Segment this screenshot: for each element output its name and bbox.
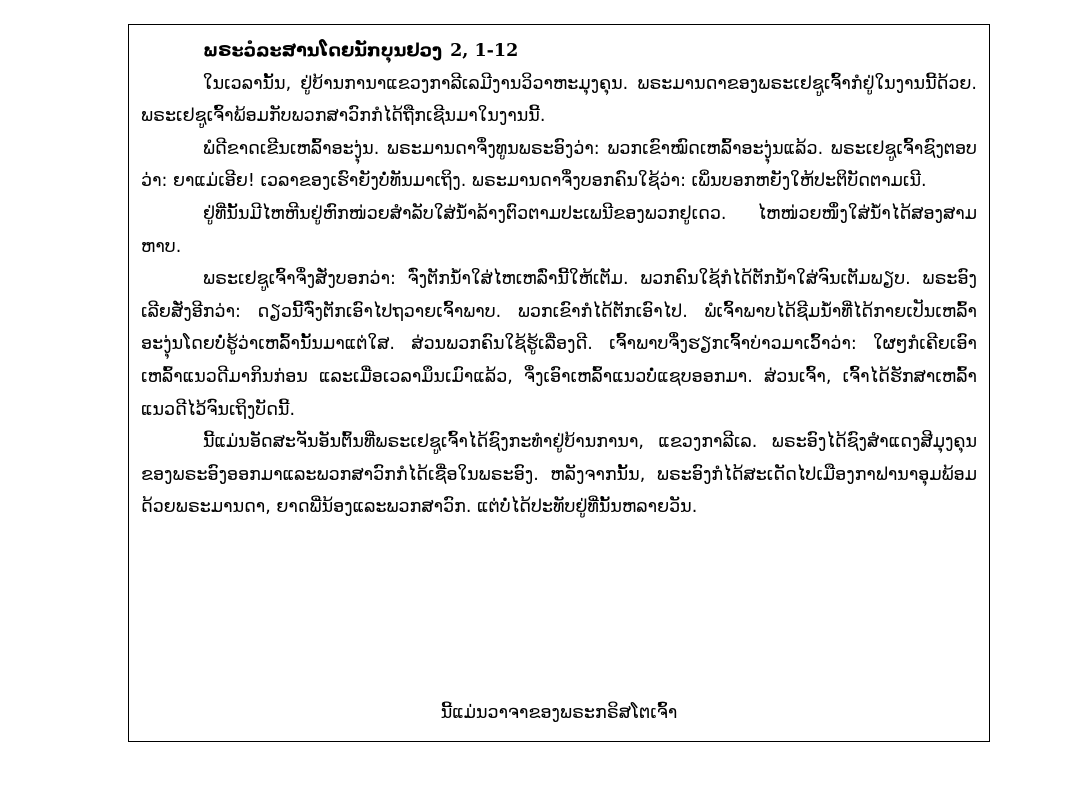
paragraph-4: ພຣະເຢຊູເຈົ້າຈຶ່ງສັ່ງບອກວ່າ: ຈົ່ງຕັກນ້ຳໃສ່ໄຫເຫລົ່ານີ້ໃຫ້ເຕັມ. ພວກຄົນໃຊ້ກໍໄດ້ຕັກນ້ຳໃສ່ຈົນເຕັມພຽບ. ພຣະອົງເລີຍສັ່ງອີກວ່າ: ດຽວນີ້ຈົ່ງຕັກເອົາໄປຖວາຍເຈົ້າພາບ. ພວກເຂົາກໍໄດ້ຕັກເອົາໄປ. ພໍເຈົ້າພາບໄດ້ຊີມນ້ຳທີ່ໄດ້ກາຍເປັນເຫລົ້າອະງຸ່ນໂດຍບໍ່ຮູ້ວ່າເຫລົ້ານັ້ນມາແຕ່ໃສ. ສ່ວນພວກຄົນໃຊ້ຮູ້ເລື່ອງດີ. ເຈົ້າພາບຈຶ່ງຮຽກເຈົ້າບ່າວມາເວົ້າວ່າ: ໃຜໆກໍເຄີຍເອົາເຫລົ້າແນວດີມາກິນກ່ອນ ແລະເມື່ອເວລາມຶນເມົາແລ້ວ, ຈຶ່ງເອົາເຫລົ້າແນວບໍ່ແຊບອອກມາ. ສ່ວນເຈົ້າ, ເຈົ້າໄດ້ຮັກສາເຫລົ້າແນວດີໄວ້ຈົນເຖິງບັດນີ້. xyxy=(141,269,977,420)
scripture-reference: 2, 1-12 xyxy=(450,41,519,61)
title-text: ພຣະວໍລະສານໂດຍນັກບຸນຢວງ xyxy=(203,41,443,61)
paragraph-2: ພໍດີຂາດເຂີນເຫລົ້າອະງຸ່ນ. ພຣະມານດາຈຶ່ງທູນພຣະອົງວ່າ: ພວກເຂົາໝົດເຫລົ້າອະງຸ່ນແລ້ວ. ພຣະເຢຊູເຈົ້າຊົງຕອບວ່າ: ຍາແມ່ເອີຍ! ເວລາຂອງເຮົາຍັງບໍ່ທັນມາເຖິງ. ພຣະມານດາຈຶ່ງບອກຄົນໃຊ້ວ່າ: ເພິ່ນບອກຫຍັງໃຫ້ປະຕິບັດຕາມເນີ. xyxy=(141,138,977,192)
paragraph-3: ຢູ່ທີ່ນັ້ນມີໄຫຫີນຢູ່ຫົກໜ່ວຍສຳລັບໃສ່ນ້ຳລ້າງຕົວຕາມປະເພນີຂອງພວກຢູເດວ. ໄຫໜ່ວຍໜຶ່ງໃສ່ນ້ຳໄດ້ສອງສາມຫາບ. xyxy=(141,203,977,257)
reading-frame xyxy=(128,24,990,742)
closing-acclamation: ນີ້ແມ່ນວາຈາຂອງພຣະກຣິສໂຕເຈົ້າ xyxy=(440,703,678,723)
reading-title xyxy=(141,35,977,68)
paragraph-5: ນີ້ແມ່ນອັດສະຈັນອັນຕົ້ນທີ່ພຣະເຢຊູເຈົ້າໄດ້ຊົງກະທຳຢູ່ບ້ານການາ, ແຂວງກາລີເລ. ພຣະອົງໄດ້ຊົງສຳແດງສີມຸງຄຸນຂອງພຣະອົງອອກມາແລະພວກສາວົກກໍໄດ້ເຊື່ອໃນພຣະອົງ. ຫລັງຈາກນັ້ນ, ພຣະອົງກໍໄດ້ສະເດັດໄປເມືອງກາຟານາອຸມພ້ອມດ້ວຍພຣະມານດາ, ຍາດພີ່ນ້ອງແລະພວກສາວົກ. ແຕ່ບໍ່ໄດ້ປະທັບຢູ່ທີ່ນັ້ນຫລາຍວັນ. xyxy=(141,432,977,518)
paragraph-1: ໃນເວລານັ້ນ, ຢູ່ບ້ານການາແຂວງກາລີເລມີງານວິວາຫະມຸງຄຸນ. ພຣະມານດາຂອງພຣະເຢຊູເຈົ້າກໍຢູ່ໃນງານນີ້ດ້ວຍ. ພຣະເຢຊູເຈົ້າພ້ອມກັບພວກສາວົກກໍໄດ້ຖືກເຊີນມາໃນງານນີ້. xyxy=(141,73,977,127)
